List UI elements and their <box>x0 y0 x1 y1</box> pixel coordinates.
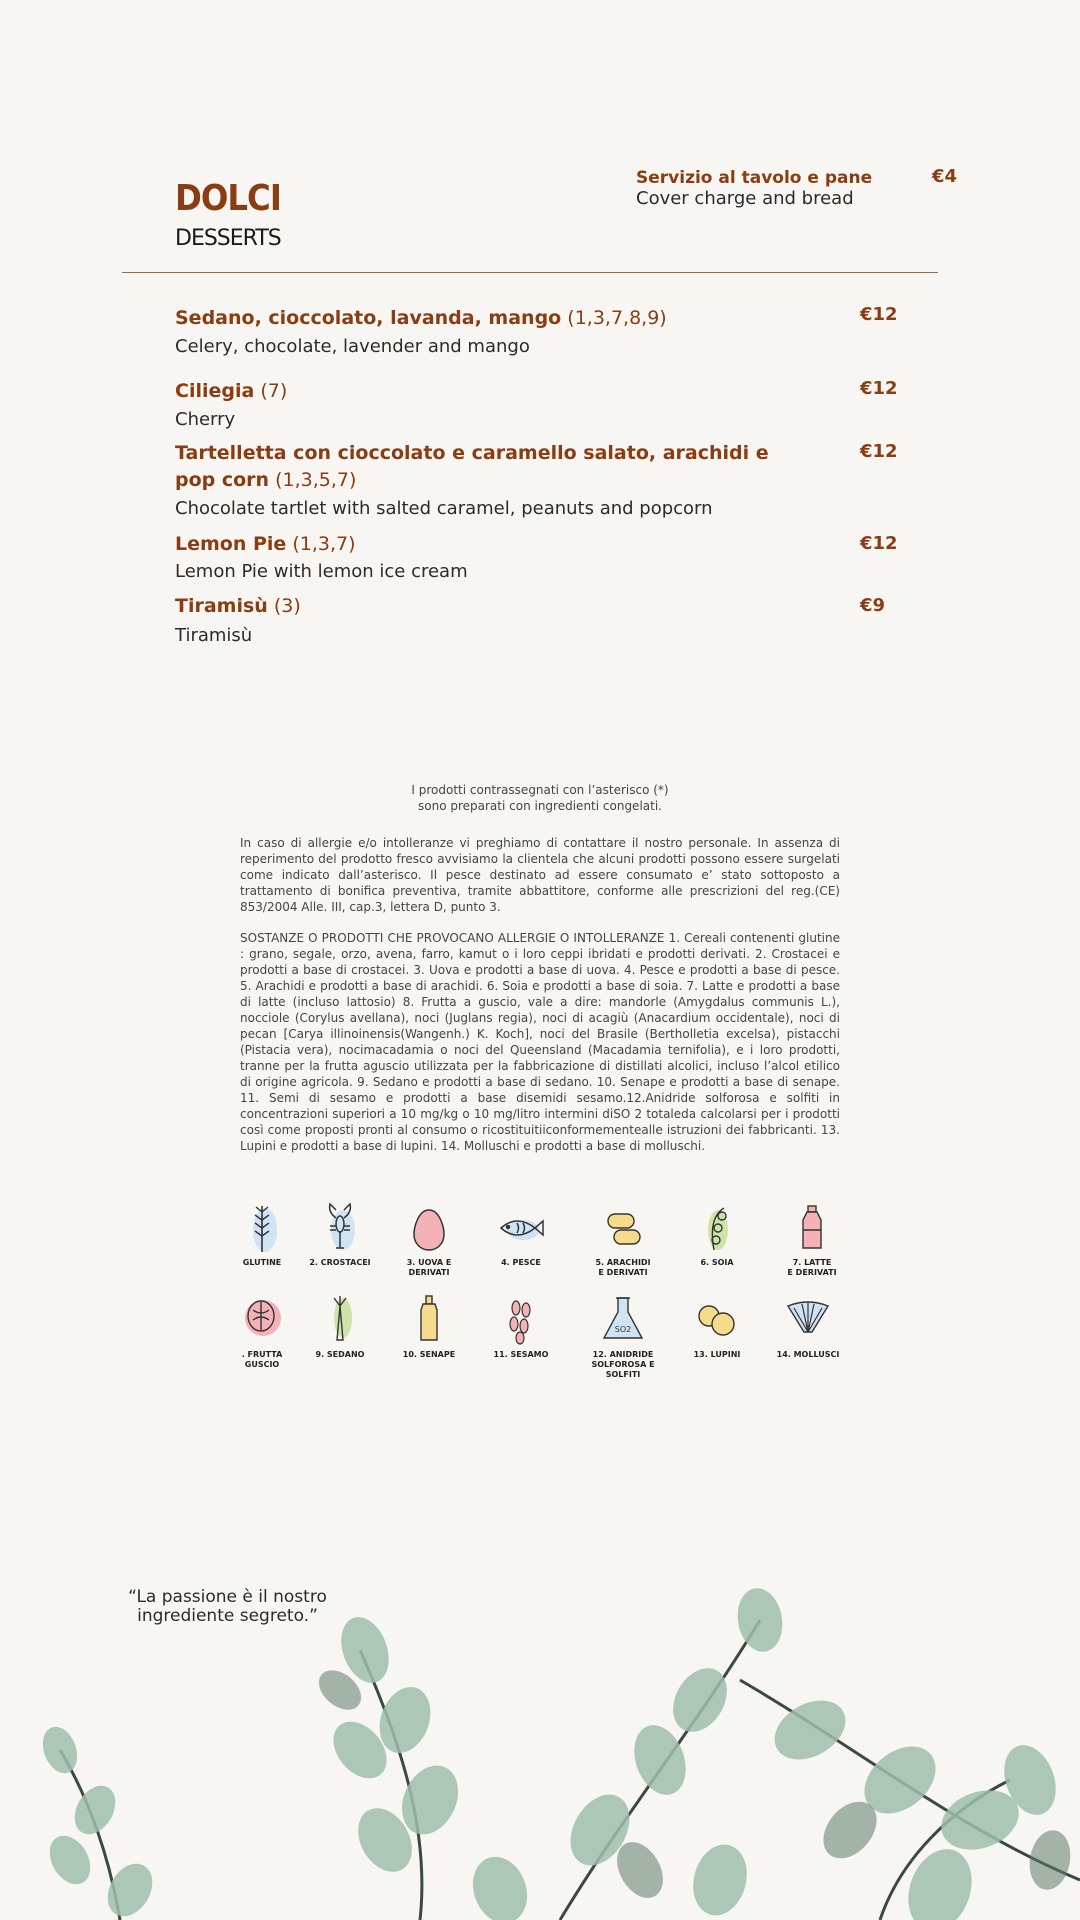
milk-icon <box>787 1200 837 1254</box>
menu-item-price: €12 <box>860 533 898 554</box>
section-title: DOLCI <box>175 178 281 219</box>
menu-item-allergens: (7) <box>260 380 288 402</box>
fish-icon <box>493 1200 549 1254</box>
allergen-arachidi: 5. ARACHIDI E DERIVATI <box>573 1200 673 1278</box>
egg-icon <box>404 1200 454 1254</box>
lobster-icon <box>315 1200 365 1254</box>
menu-item-description: Cherry <box>175 409 236 430</box>
flask-icon <box>595 1292 651 1346</box>
cover-charge-label-en: Cover charge and bread <box>636 188 854 209</box>
menu-item-description: Lemon Pie with lemon ice cream <box>175 561 468 582</box>
menu-item-name: Lemon Pie (1,3,7) <box>175 533 356 555</box>
menu-item-name: Sedano, cioccolato, lavanda, mango (1,3,7,8,9) <box>175 307 667 329</box>
menu-item-description: Chocolate tartlet with salted caramel, peanuts and popcorn <box>175 498 713 519</box>
allergen-pesce: 4. PESCE <box>471 1200 571 1268</box>
allergen-sedano: 9. SEDANO <box>290 1292 390 1360</box>
wheat-icon <box>237 1200 287 1254</box>
nut-icon <box>237 1292 287 1346</box>
motto-quote: “La passione è il nostro ingrediente segreto.” <box>128 1587 327 1626</box>
menu-item-allergens: (1,3,7,8,9) <box>567 307 667 329</box>
menu-item-name: Ciliegia (7) <box>175 380 288 402</box>
cover-charge-label-it: Servizio al tavolo e pane <box>636 168 873 188</box>
lupin-icon <box>689 1292 745 1346</box>
menu-item-price: €12 <box>860 304 898 325</box>
allergen-molluschi: 14. MOLLUSCI <box>758 1292 858 1360</box>
celery-icon <box>315 1292 365 1346</box>
eucalyptus-decoration <box>0 1500 1080 1920</box>
sesame-icon <box>496 1292 546 1346</box>
allergy-paragraph: In caso di allergie e/o intolleranze vi preghiamo di contattare il nostro personale. In assenza di reperimento del prodotto fresco avvisiamo la clientela che alcuni prodotti possono essere surgelati come indicato dall’asterisco. Il pesce destinato ad essere consumato e’ stato sottoposto a trattamento di bonifica preventiva, tramite abbattitore, conforme alle prescrizioni del reg.(CE) 853/2004 Alle. III, cap.3, lettera D, punto 3. <box>240 836 840 914</box>
section-subtitle: DESSERTS <box>175 226 281 251</box>
allergen-frutta-guscio: . FRUTTA GUSCIO <box>212 1292 312 1370</box>
peanut-icon <box>598 1200 648 1254</box>
menu-item-name: Tiramisù (3) <box>175 595 301 617</box>
allergen-crostacei: 2. CROSTACEI <box>290 1200 390 1268</box>
menu-item-description: Tiramisù <box>175 625 253 646</box>
menu-item-allergens: (1,3,5,7) <box>275 469 357 491</box>
menu-item-price: €12 <box>860 378 898 399</box>
allergen-soia: 6. SOIA <box>667 1200 767 1268</box>
allergen-senape: 10. SENAPE <box>379 1292 479 1360</box>
allergen-uova: 3. UOVA E DERIVATI <box>379 1200 479 1278</box>
mustard-icon <box>404 1292 454 1346</box>
menu-item-price: €9 <box>860 595 886 616</box>
allergen-lupini: 13. LUPINI <box>667 1292 767 1360</box>
soy-icon <box>692 1200 742 1254</box>
flask-label: SO2 <box>614 1325 632 1334</box>
menu-item-name: Tartelletta con cioccolato e caramello salato, arachidi e pop corn (1,3,5,7) <box>175 442 769 491</box>
substances-paragraph: SOSTANZE O PRODOTTI CHE PROVOCANO ALLERGIE O INTOLLERANZE 1. Cereali contenenti glutine : grano, segale, orzo, avena, farro, kamut o i loro ceppi ibridati e prodotti derivati. 2. Crostacei e prodotti a base di crostacei. 3. Uova e prodotti a base di uova. 4. Pesce e prodotti a base di pesce. 5. Arachidi e prodotti a base di arachidi. 6. Soia e prodotti a base di soia. 7. Latte e prodotti a base di latte (incluso lattosio) 8. Frutta a guscio, vale a dire: mandorle (Amygdalus communis L.), nocciole (Corylus avellana), noci (Juglans regia), noci di acagiù (Anacardium occidentale), noci di pecan [Carya illinoinensis(Wangenh.) K. Koch], noci del Brasile (Bertholletia excelsa), pistacchi (Pistacia vera), nocimacadamia o noci del Queensland (Macadamia ternifolia), e i loro prodotti, tranne per la frutta aguscio utilizzata per la fabbricazione di distillati alcolici, incluso l’alcol etilico di origine agricola. 9. Sedano e prodotti a base di sedano. 10. Senape e prodotti a base di senape. 11. Semi di sesamo e prodotti a base disemidi sesamo.12.Anidride solforosa e solfiti in concentrazioni superiori a 10 mg/kg o 10 mg/litro intermini diSO 2 totaleda calcolarsi per i prodotti così come proposti pronti al consumo o ricostituitiiconformementealle istruzioni dei fabbricanti. 13. Lupini e prodotti a base di lupini. 14. Molluschi e prodotti a base di molluschi. <box>240 931 840 1153</box>
menu-item-description: Celery, chocolate, lavender and mango <box>175 336 530 357</box>
allergen-anidride-solforosa: SO2 12. ANIDRIDE SOLFOROSA E SOLFITI <box>573 1292 673 1380</box>
allergen-sesamo: 11. SESAMO <box>471 1292 571 1360</box>
menu-item-allergens: (1,3,7) <box>292 533 356 555</box>
menu-item-price: €12 <box>860 441 898 462</box>
allergen-latte: 7. LATTE E DERIVATI <box>762 1200 862 1278</box>
shell-icon <box>780 1292 836 1346</box>
menu-item-allergens: (3) <box>273 595 301 617</box>
header-divider <box>122 272 938 273</box>
frozen-notice: I prodotti contrassegnati con l’asterisco (*) sono preparati con ingredienti congelati. <box>411 783 669 813</box>
allergen-glutine: GLUTINE <box>212 1200 312 1268</box>
cover-charge-price: €4 <box>932 166 958 187</box>
